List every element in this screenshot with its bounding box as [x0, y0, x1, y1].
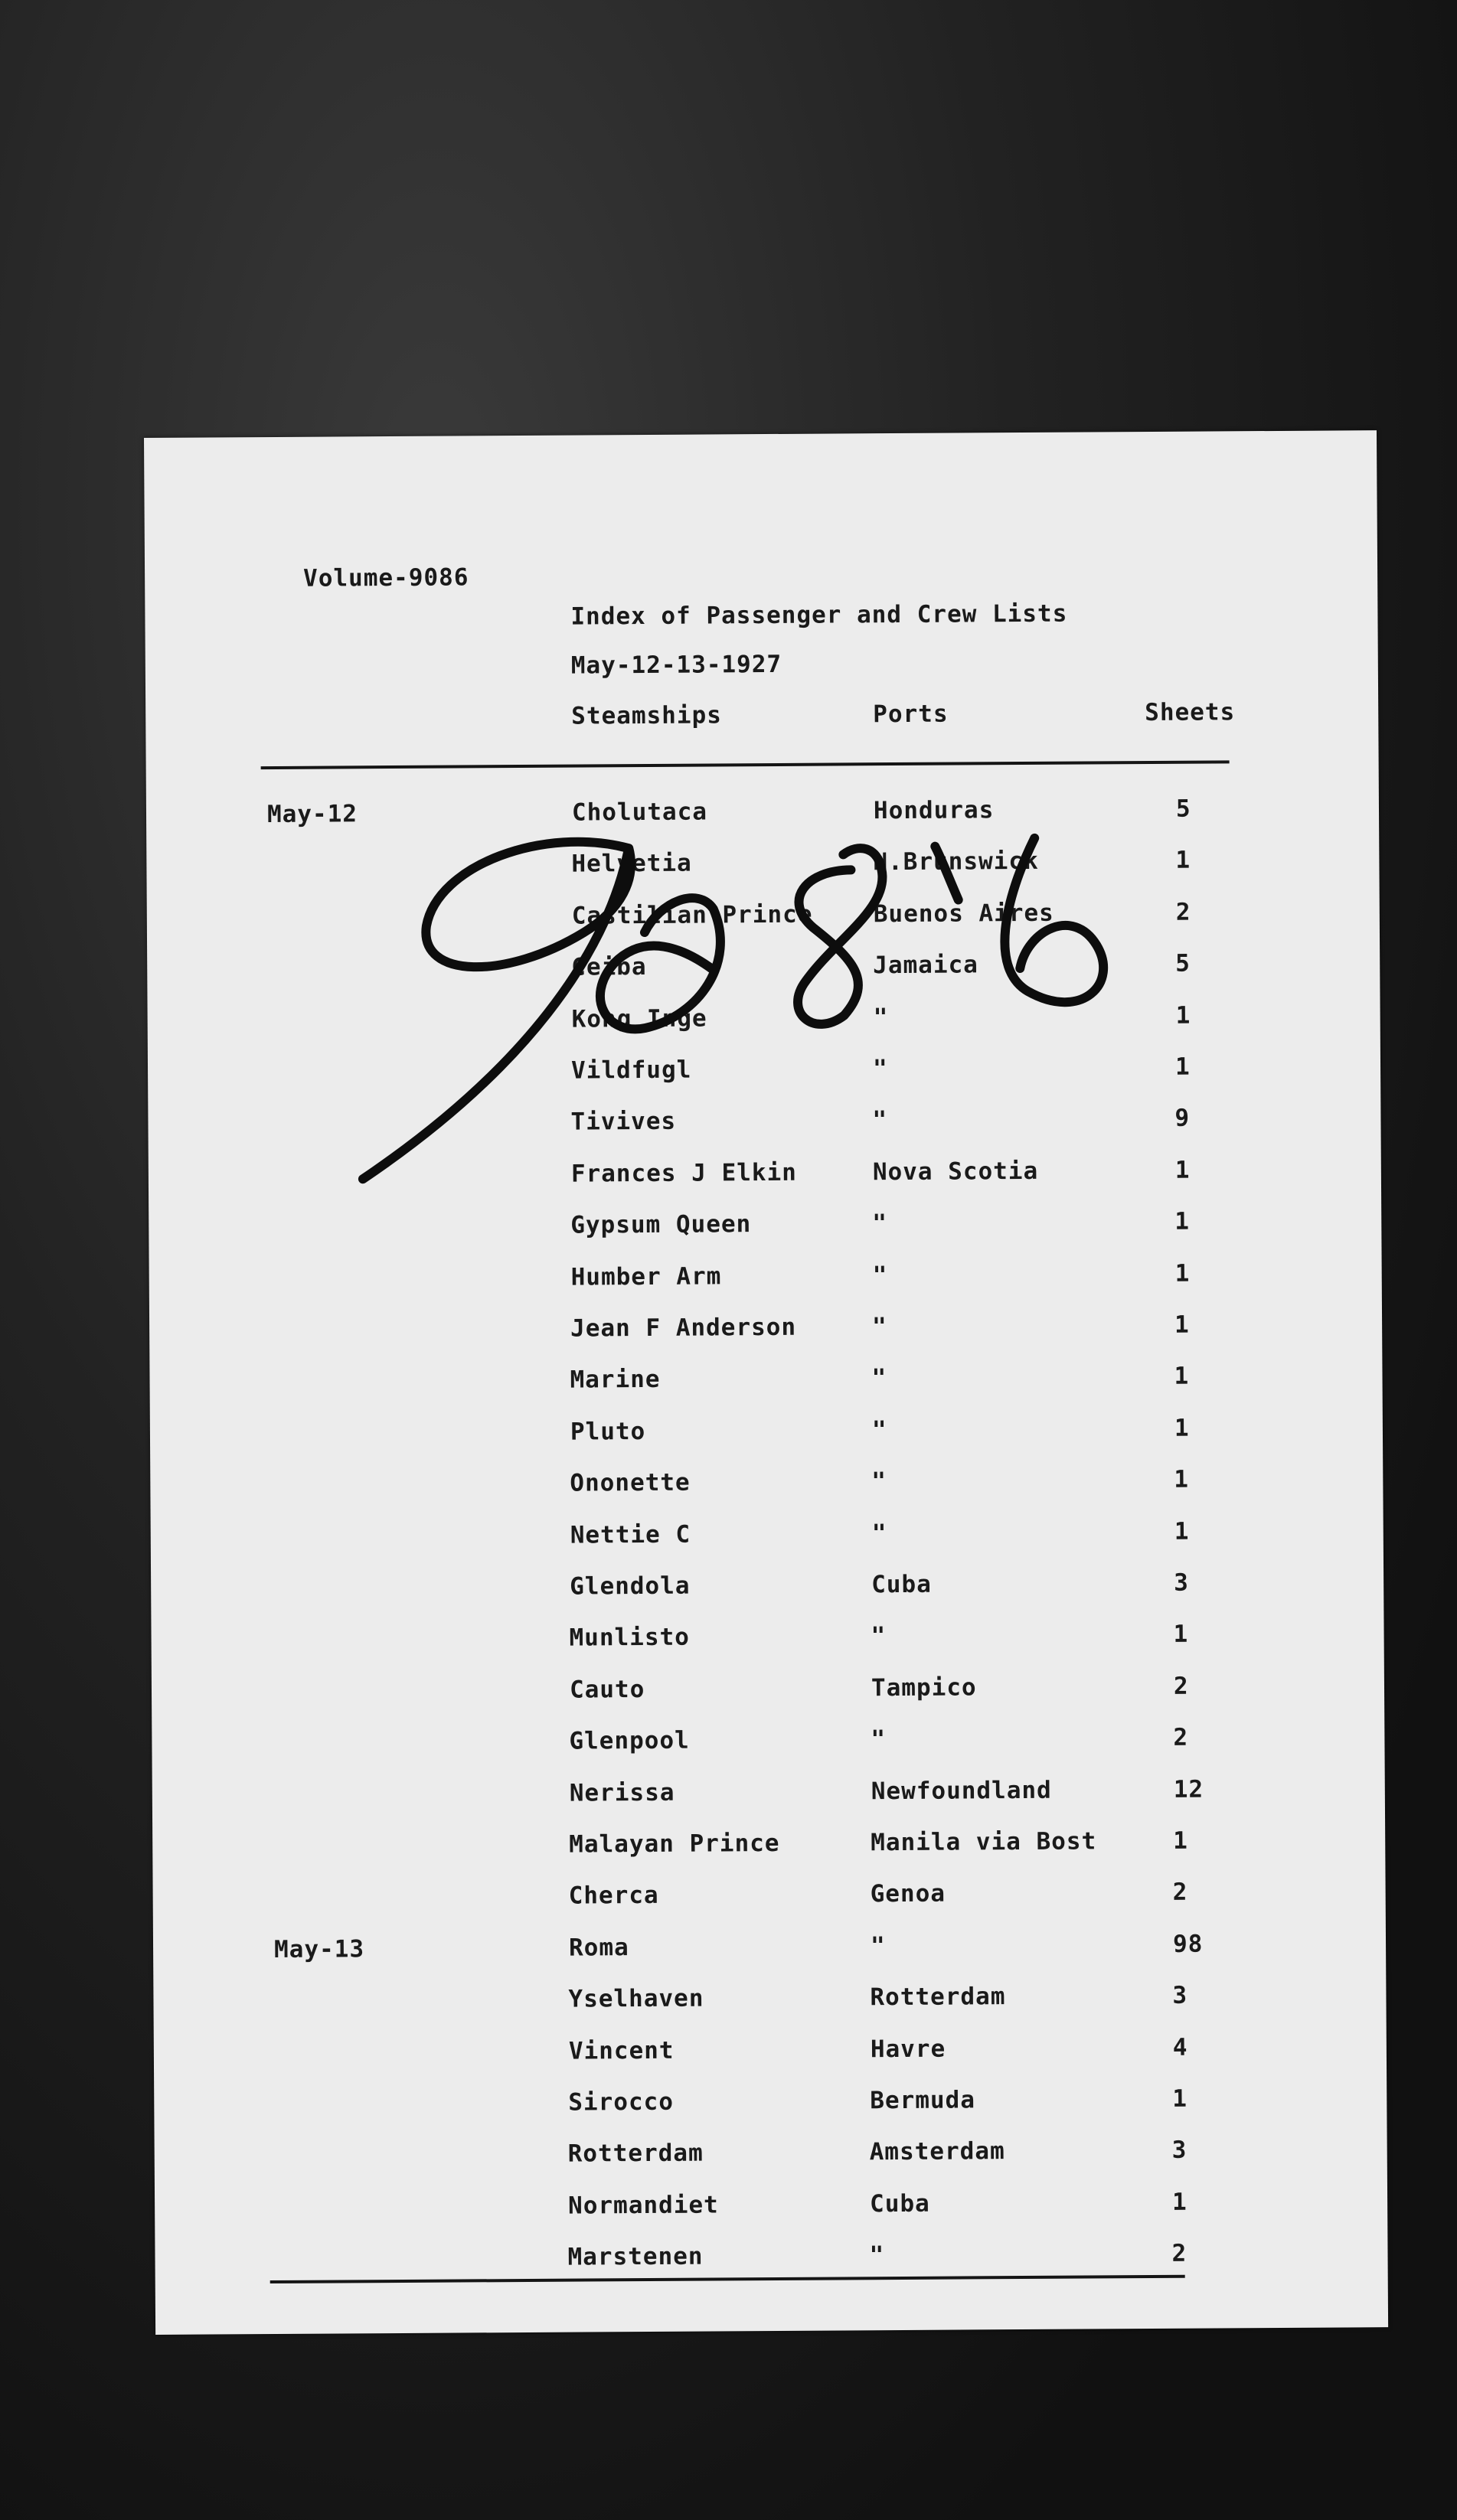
table-row — [150, 1415, 1383, 1449]
row-steamship: Marstenen — [567, 2242, 704, 2271]
table-row — [149, 1209, 1381, 1242]
row-port: Cuba — [871, 1570, 932, 1599]
row-steamship: Glenpool — [569, 1726, 690, 1755]
row-steamship: Vincent — [568, 2036, 675, 2065]
row-steamship: Nettie C — [570, 1520, 691, 1549]
table-row — [153, 1879, 1386, 1913]
row-port: Havre — [870, 2035, 946, 2064]
row-port: Buenos Aires — [873, 899, 1054, 929]
row-sheets: 1 — [1174, 1156, 1191, 1184]
table-row — [149, 1312, 1382, 1346]
table-row — [149, 1157, 1381, 1191]
row-port: Tampico — [871, 1673, 977, 1702]
row-port: " — [873, 1004, 889, 1032]
row-steamship: Humber Arm — [570, 1262, 722, 1291]
table-row — [151, 1519, 1383, 1552]
row-steamship: Ononette — [570, 1468, 691, 1497]
row-steamship: Cauto — [569, 1676, 645, 1704]
table-row — [154, 2035, 1387, 2068]
table-row — [148, 1003, 1380, 1036]
row-steamship: Cherca — [568, 1881, 659, 1910]
row-steamship: Castilian Prince — [571, 900, 813, 930]
table-row — [147, 951, 1380, 984]
row-sheets: 5 — [1175, 795, 1191, 823]
table-row — [153, 1983, 1386, 2016]
row-port: " — [871, 1467, 887, 1496]
row-port: " — [872, 1209, 888, 1238]
row-steamship: Tivives — [570, 1107, 677, 1136]
row-steamship: Malayan Prince — [569, 1829, 780, 1859]
row-port: " — [871, 1416, 887, 1444]
row-sheets: 1 — [1174, 1414, 1190, 1442]
row-sheets: 1 — [1174, 1207, 1191, 1236]
row-port: Rotterdam — [870, 1983, 1006, 2012]
row-port: Honduras — [873, 796, 995, 825]
row-port: Amsterdam — [869, 2137, 1005, 2166]
row-sheets: 12 — [1173, 1775, 1204, 1803]
row-port: " — [871, 1520, 887, 1548]
table-row — [152, 1828, 1385, 1862]
table-row — [148, 1105, 1380, 1139]
row-port: " — [872, 1106, 888, 1134]
table-row — [155, 2241, 1387, 2274]
row-port: " — [871, 1364, 887, 1392]
row-steamship: Ceiba — [571, 953, 647, 981]
row-steamship: Normandiet — [568, 2191, 719, 2220]
date-range: May-12-13-1927 — [570, 650, 782, 680]
row-sheets: 2 — [1173, 1672, 1189, 1700]
row-port: " — [872, 1262, 888, 1290]
index-card — [144, 430, 1388, 2335]
row-port: Nova Scotia — [872, 1157, 1039, 1187]
row-steamship: Frances J Elkin — [570, 1158, 797, 1188]
row-sheets: 3 — [1174, 1568, 1189, 1597]
row-sheets: 1 — [1173, 1826, 1189, 1855]
table-row — [147, 899, 1380, 933]
row-steamship: Pluto — [570, 1418, 646, 1446]
row-port: " — [870, 1932, 886, 1960]
table-row — [150, 1467, 1383, 1500]
row-sheets: 9 — [1174, 1104, 1191, 1132]
row-sheets: 2 — [1173, 1723, 1189, 1751]
row-sheets: 1 — [1175, 1001, 1191, 1030]
table-row — [149, 1363, 1382, 1397]
table-row — [154, 2086, 1387, 2120]
row-sheets: 5 — [1175, 949, 1191, 978]
row-steamship: Roma — [568, 1934, 629, 1962]
column-header-sheets: Sheets — [1145, 698, 1236, 727]
column-header-steamships: Steamships — [571, 701, 722, 730]
table-row — [146, 847, 1379, 881]
row-sheets: 98 — [1172, 1930, 1204, 1958]
row-sheets: 1 — [1175, 846, 1191, 874]
row-sheets: 3 — [1171, 2136, 1187, 2164]
footer-rule — [270, 2275, 1185, 2283]
row-sheets: 1 — [1174, 1362, 1190, 1390]
row-sheets: 1 — [1171, 2188, 1187, 2216]
table-row — [155, 2137, 1387, 2171]
row-sheets: 1 — [1174, 1465, 1190, 1493]
row-sheets: 1 — [1174, 1259, 1191, 1288]
document-title: Index of Passenger and Crew Lists — [570, 599, 1068, 631]
row-sheets: 4 — [1172, 2033, 1188, 2061]
row-port: " — [872, 1055, 888, 1083]
row-port: Jamaica — [873, 951, 978, 980]
row-steamship: Marine — [570, 1365, 661, 1394]
table-row — [152, 1725, 1384, 1758]
row-sheets: 1 — [1174, 1311, 1190, 1339]
table-row — [155, 2189, 1387, 2223]
row-steamship: Glendola — [570, 1572, 691, 1601]
row-steamship: Vildfugl — [570, 1056, 692, 1085]
row-steamship: Yselhaven — [568, 1984, 704, 2013]
row-port: Newfoundland — [871, 1776, 1052, 1806]
row-sheets: 2 — [1172, 1878, 1188, 1906]
row-port: " — [871, 1725, 887, 1754]
row-sheets: 1 — [1173, 1620, 1189, 1648]
row-port: " — [871, 1622, 887, 1650]
row-steamship: Cholutaca — [571, 798, 708, 827]
row-sheets: 2 — [1175, 898, 1191, 926]
row-steamship: Helvetia — [571, 849, 692, 878]
row-steamship: Sirocco — [568, 2087, 675, 2117]
row-date: May-13 — [273, 1935, 365, 1963]
row-sheets: 3 — [1172, 1981, 1188, 2009]
row-sheets: 1 — [1174, 1517, 1190, 1546]
table-row — [149, 1261, 1382, 1294]
row-port: Genoa — [870, 1879, 946, 1908]
row-port: " — [869, 2241, 885, 2270]
row-port: Bermuda — [870, 2086, 976, 2115]
row-port: Cuba — [870, 2189, 930, 2218]
table-row — [152, 1777, 1385, 1810]
row-sheets: 1 — [1172, 2084, 1188, 2113]
row-port: Manila via Bost — [871, 1827, 1097, 1857]
table-row — [151, 1570, 1383, 1604]
table-row — [152, 1621, 1384, 1655]
row-port: " — [872, 1313, 887, 1341]
table-row — [146, 796, 1379, 830]
row-steamship: Gypsum Queen — [570, 1210, 752, 1239]
row-sheets: 2 — [1171, 2239, 1187, 2267]
column-header-ports: Ports — [873, 700, 949, 729]
row-port: N.Brunswick — [873, 847, 1039, 876]
header-rule — [261, 760, 1230, 769]
table-row — [152, 1673, 1384, 1707]
table-row — [153, 1931, 1386, 1965]
row-sheets: 1 — [1174, 1053, 1191, 1081]
row-steamship: Jean F Anderson — [570, 1313, 797, 1343]
row-date: May-12 — [266, 800, 358, 829]
row-steamship: Nerissa — [569, 1778, 675, 1807]
volume-label: Volume-9086 — [303, 563, 469, 592]
row-steamship: Munlisto — [569, 1623, 691, 1652]
table-row — [148, 1054, 1380, 1088]
row-steamship: Rotterdam — [567, 2139, 704, 2168]
row-steamship: Kong Inge — [571, 1004, 707, 1033]
